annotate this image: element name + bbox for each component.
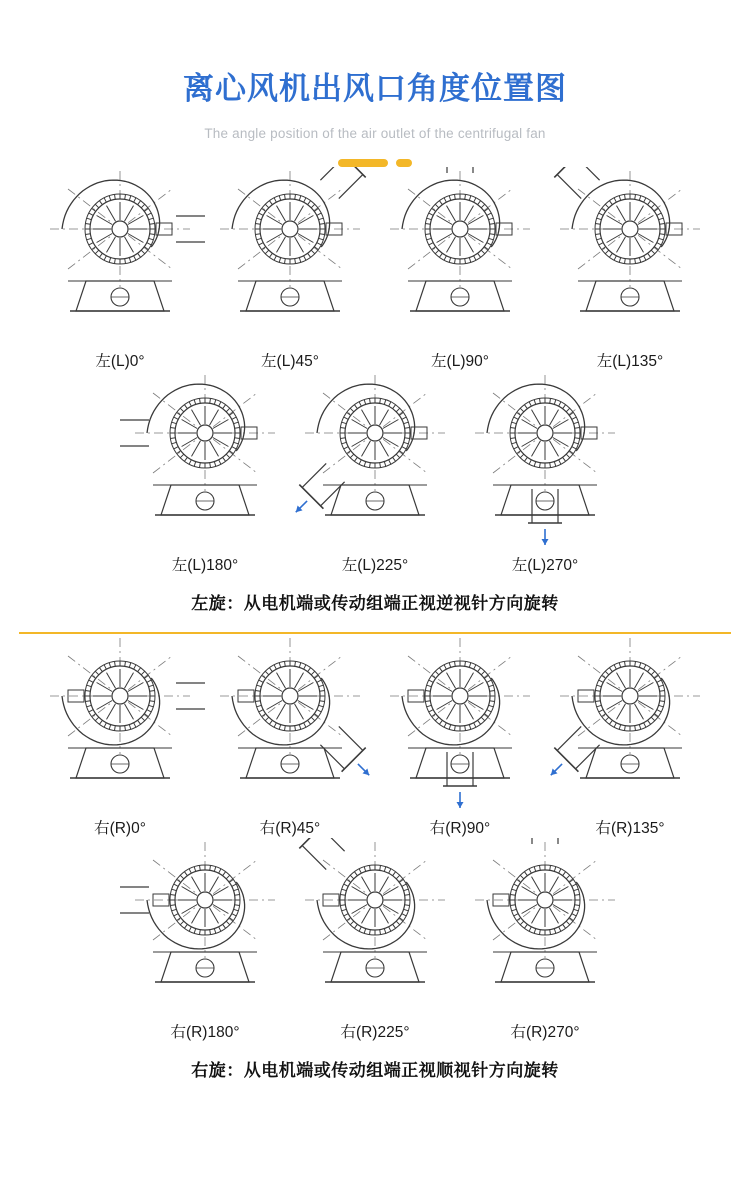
page-title: 离心风机出风口角度位置图 bbox=[183, 71, 567, 106]
fan-diagram-cell bbox=[120, 371, 290, 575]
fan-outline-drawing bbox=[205, 634, 375, 814]
fan-angle-label: 右(R)270° bbox=[510, 1024, 580, 1042]
fan-angle-label: 左(L)225° bbox=[341, 557, 409, 575]
fan-diagram-cell bbox=[35, 167, 205, 371]
dash-long bbox=[338, 159, 388, 167]
section-left-rotation bbox=[0, 167, 750, 614]
fan-angle-label: 左(L)90° bbox=[431, 353, 489, 371]
fan-diagram-cell bbox=[375, 634, 545, 838]
fan-row-left-top bbox=[0, 167, 750, 371]
decorative-dashes bbox=[0, 159, 750, 167]
fan-outline-drawing bbox=[205, 167, 375, 347]
section-right-rotation bbox=[0, 634, 750, 1081]
fan-diagram-cell bbox=[460, 838, 630, 1042]
fan-outline-drawing bbox=[35, 167, 205, 347]
dash-short bbox=[396, 159, 412, 167]
fan-outline-drawing bbox=[35, 634, 205, 814]
fan-outline-drawing bbox=[545, 167, 715, 347]
left-rotation-note: 左旋：从电机端或传动组端正视逆视针方向旋转 bbox=[191, 594, 559, 614]
fan-angle-label: 左(L)45° bbox=[261, 353, 319, 371]
fan-diagram-cell bbox=[460, 371, 630, 575]
fan-row-right-bottom bbox=[0, 838, 750, 1042]
fan-outline-drawing bbox=[290, 838, 460, 1018]
fan-outline-drawing bbox=[290, 371, 460, 551]
fan-diagram-cell bbox=[375, 167, 545, 371]
page-subtitle: The angle position of the air outlet of the centrifugal fan bbox=[204, 126, 546, 142]
fan-diagram-cell bbox=[290, 371, 460, 575]
fan-angle-label: 左(L)270° bbox=[511, 557, 579, 575]
fan-outline-drawing bbox=[120, 371, 290, 551]
fan-angle-label: 右(R)90° bbox=[429, 820, 491, 838]
fan-diagram-cell bbox=[205, 167, 375, 371]
fan-angle-label: 右(R)180° bbox=[170, 1024, 240, 1042]
fan-diagram-cell bbox=[545, 167, 715, 371]
fan-outline-drawing bbox=[120, 838, 290, 1018]
fan-diagram-cell bbox=[545, 634, 715, 838]
fan-angle-label: 左(L)0° bbox=[95, 353, 145, 371]
fan-outline-drawing bbox=[460, 838, 630, 1018]
fan-diagram-cell bbox=[120, 838, 290, 1042]
fan-angle-label: 右(R)45° bbox=[259, 820, 321, 838]
fan-angle-label: 右(R)0° bbox=[94, 820, 146, 838]
fan-diagram-cell bbox=[290, 838, 460, 1042]
fan-angle-label: 左(L)180° bbox=[171, 557, 239, 575]
fan-diagram-cell bbox=[35, 634, 205, 838]
fan-angle-label: 左(L)135° bbox=[596, 353, 664, 371]
fan-outline-drawing bbox=[375, 634, 545, 814]
fan-outline-drawing bbox=[460, 371, 630, 551]
fan-outline-drawing bbox=[545, 634, 715, 814]
fan-angle-label: 右(R)135° bbox=[595, 820, 665, 838]
fan-diagram-cell bbox=[205, 634, 375, 838]
right-rotation-note: 右旋：从电机端或传动组端正视顺视针方向旋转 bbox=[191, 1061, 559, 1081]
fan-row-right-top bbox=[0, 634, 750, 838]
fan-row-left-bottom bbox=[0, 371, 750, 575]
fan-outline-drawing bbox=[375, 167, 545, 347]
fan-angle-label: 右(R)225° bbox=[340, 1024, 410, 1042]
